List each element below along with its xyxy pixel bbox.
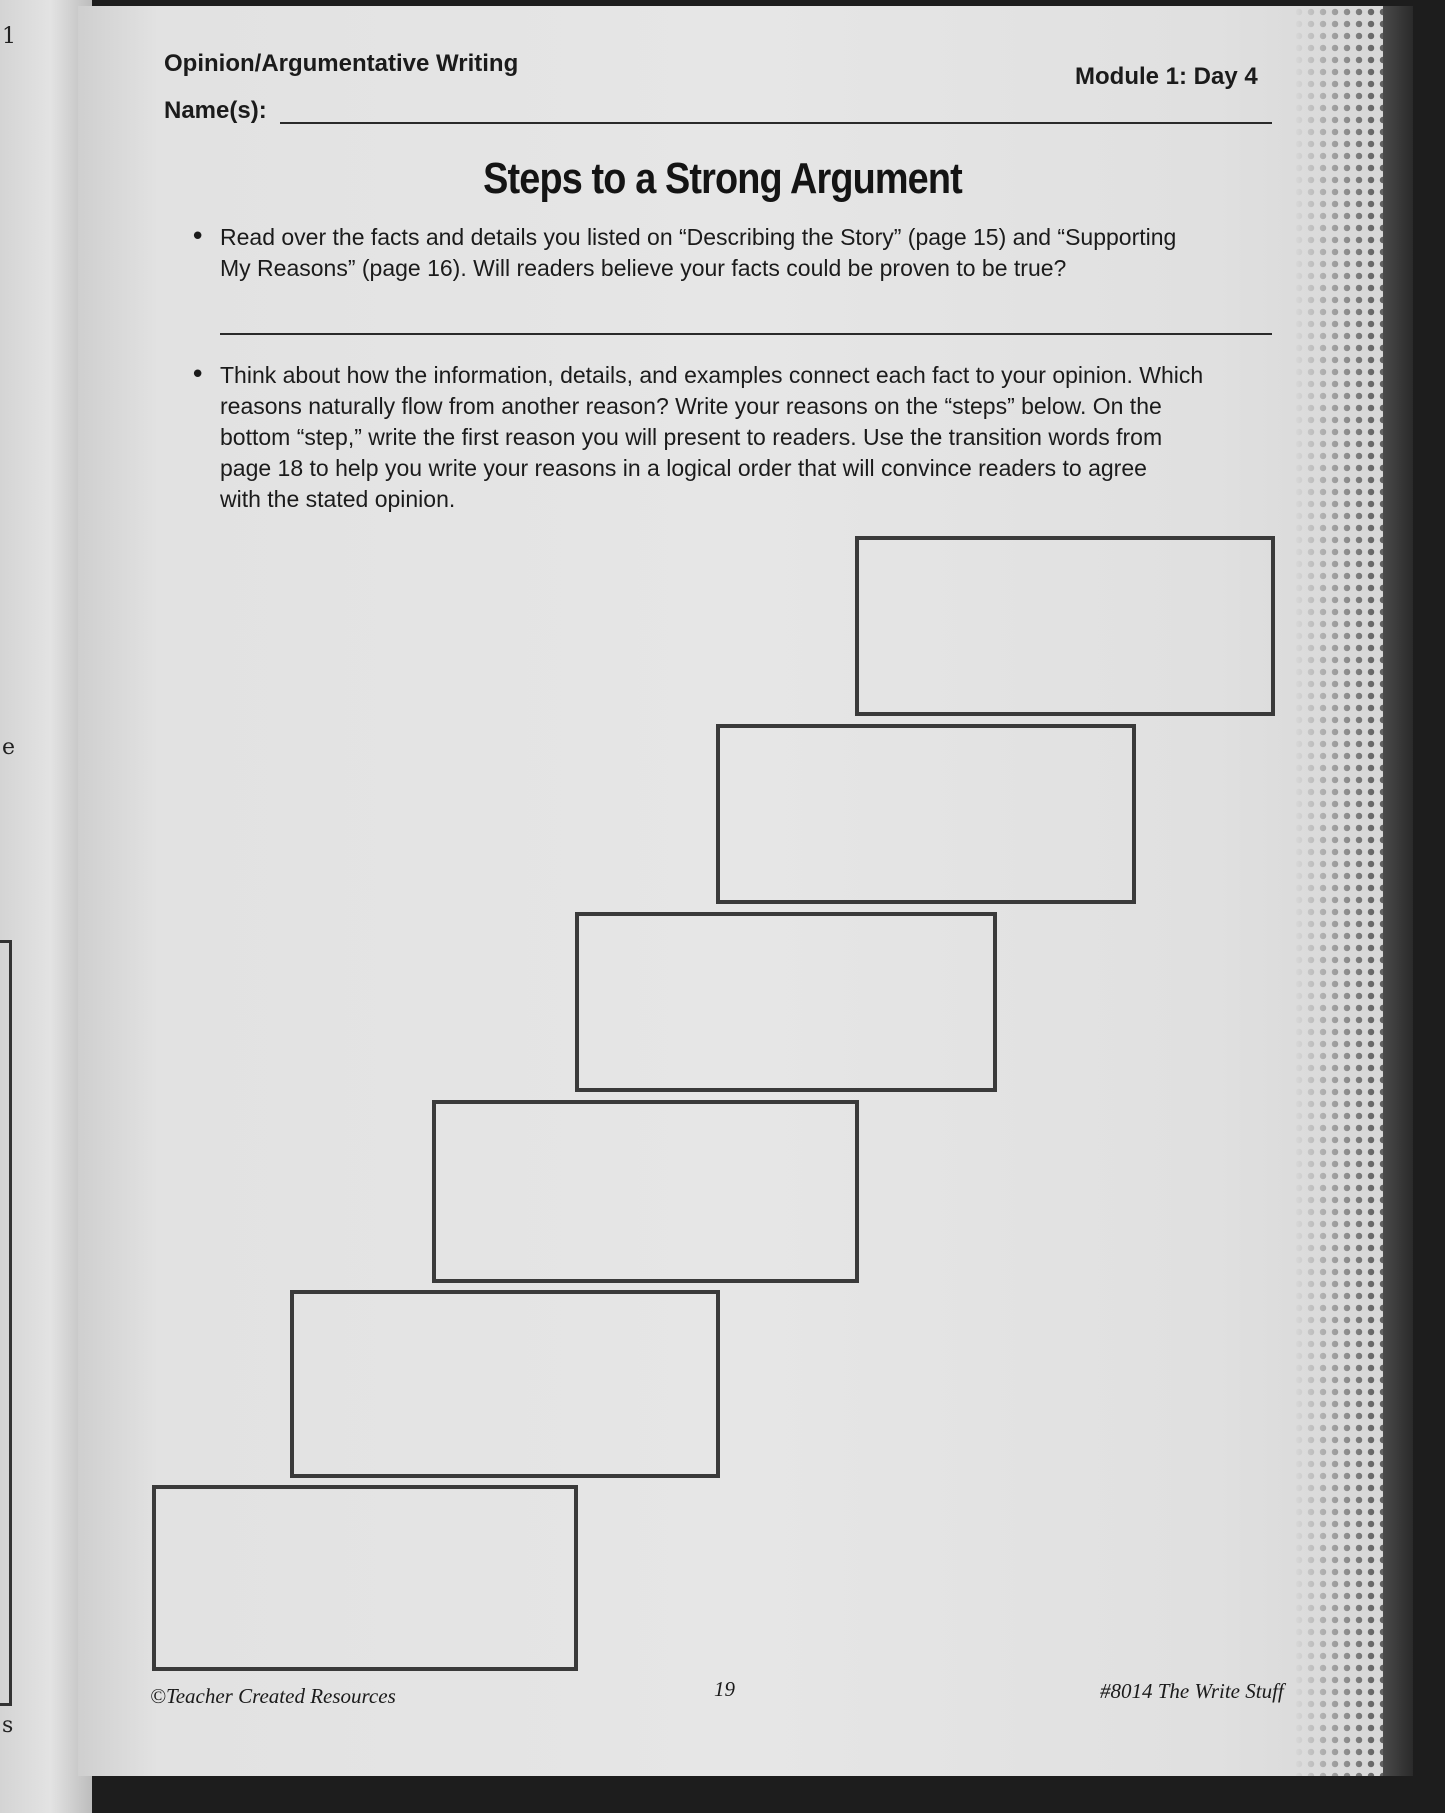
- step-box-5[interactable]: [716, 724, 1136, 904]
- page-number: 19: [714, 1677, 735, 1701]
- instruction-line: reasons naturally flow from another reason? Write your reasons on the “steps” below. On the: [220, 393, 1162, 419]
- instruction-line: page 18 to help you write your reasons in a logical order that will convince readers to agree: [220, 455, 1147, 481]
- step-box-6[interactable]: [855, 536, 1275, 716]
- instruction-line: Think about how the information, details, and examples connect each fact to your opinion. Which: [220, 362, 1204, 388]
- bullet-marker: •: [190, 360, 206, 390]
- page-dark-edge: [1383, 6, 1413, 1776]
- bullet-marker: •: [190, 222, 206, 252]
- name-label: Name(s):: [164, 97, 267, 124]
- category-label: Opinion/Argumentative Writing: [164, 50, 519, 77]
- instruction-line: bottom “step,” write the first reason you will present to readers. Use the transition words from: [220, 424, 1163, 450]
- name-line[interactable]: [280, 122, 1272, 124]
- instruction-line: with the stated opinion.: [220, 486, 456, 512]
- step-box-4[interactable]: [575, 912, 997, 1092]
- book-title: #8014 The Write Stuff: [1100, 1679, 1284, 1703]
- module-day-label: Module 1: Day 4: [1075, 63, 1258, 90]
- copyright: ©Teacher Created Resources: [150, 1684, 396, 1708]
- step-box-1[interactable]: [152, 1485, 578, 1671]
- page-edge-glyph: e: [2, 735, 16, 760]
- previous-page-box-edge: [0, 940, 12, 1706]
- step-box-3[interactable]: [432, 1100, 859, 1283]
- page-title: Steps to a Strong Argument: [483, 154, 962, 203]
- instruction-line: My Reasons” (page 16). Will readers believe your facts could be proven to be true?: [220, 255, 1067, 281]
- answer-line[interactable]: [220, 333, 1272, 335]
- instruction-1: [220, 222, 1300, 284]
- instruction-2: [220, 360, 1300, 515]
- instruction-line: Read over the facts and details you listed on “Describing the Story” (page 15) and “Supporting: [220, 224, 1177, 250]
- step-box-2[interactable]: [290, 1290, 720, 1478]
- page-edge-glyph: 1: [2, 24, 16, 49]
- page-edge-glyph: s: [2, 1713, 14, 1738]
